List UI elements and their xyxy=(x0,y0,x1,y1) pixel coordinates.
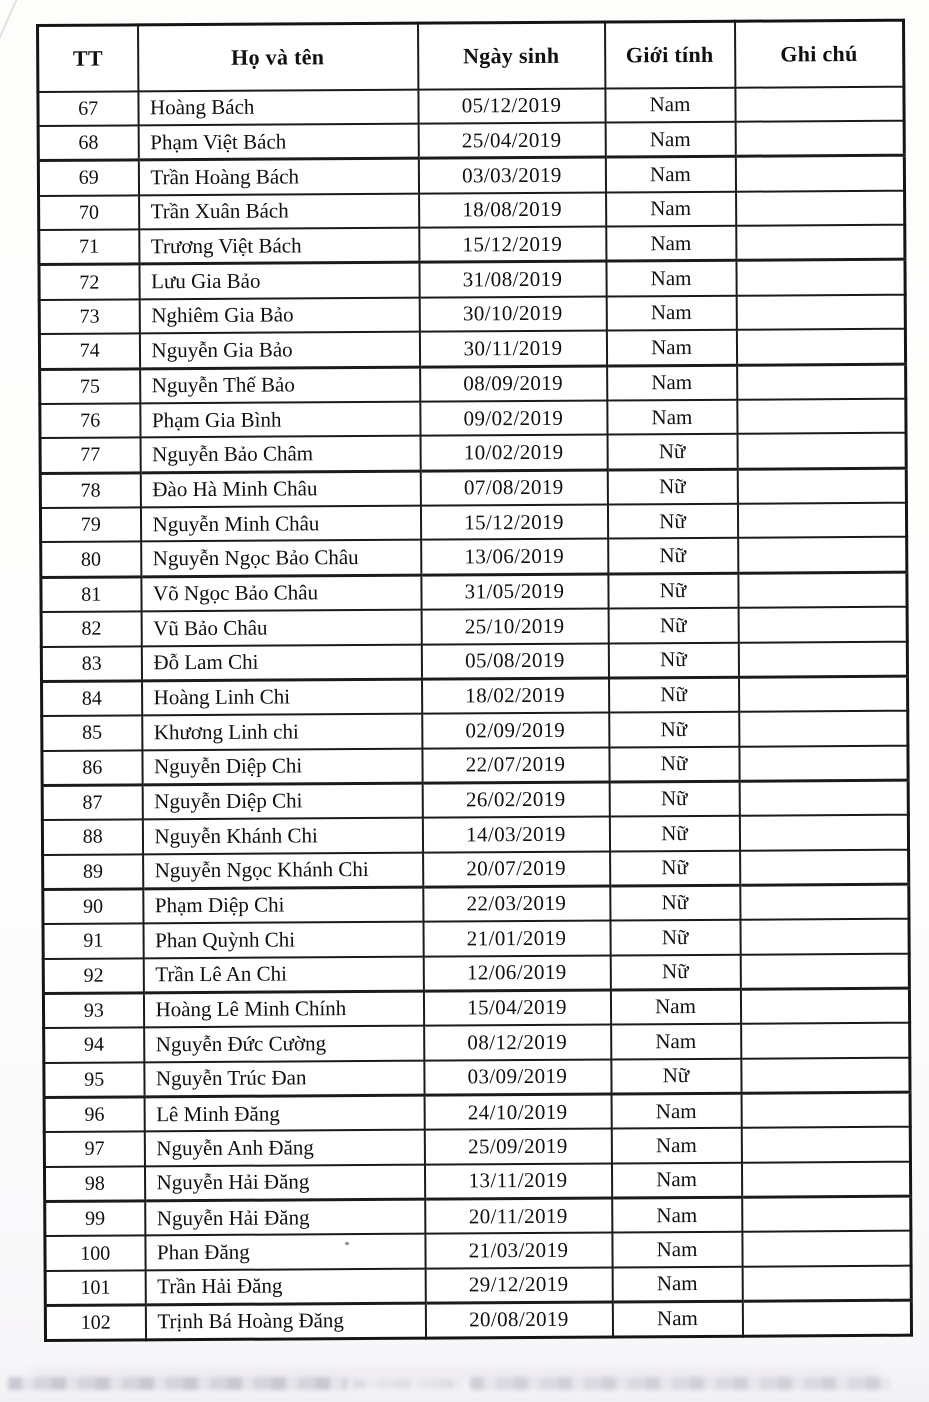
cell-note xyxy=(736,294,905,330)
cell-row-number: 92 xyxy=(43,958,143,993)
cell-gender: Nữ xyxy=(607,469,737,504)
cell-date-of-birth: 30/11/2019 xyxy=(419,331,606,367)
cell-date-of-birth: 18/08/2019 xyxy=(419,192,606,228)
table-row xyxy=(38,156,904,196)
cell-row-number: 94 xyxy=(44,1027,144,1062)
table-row xyxy=(41,572,907,612)
cell-note xyxy=(739,815,908,851)
cell-full-name: Nguyễn Hải Đăng xyxy=(144,1164,424,1200)
table-body xyxy=(38,86,912,1340)
cell-note xyxy=(736,329,905,365)
table-row xyxy=(44,1023,910,1063)
cell-note xyxy=(737,433,906,469)
table-row xyxy=(45,1196,911,1236)
page-corner-crease-artifact xyxy=(0,0,20,48)
cell-full-name: Đào Hà Minh Châu xyxy=(140,471,420,507)
cell-full-name: Lưu Gia Bảo xyxy=(139,263,419,299)
cell-gender: Nam xyxy=(611,1093,741,1128)
cell-date-of-birth: 14/03/2019 xyxy=(422,816,609,852)
table-row xyxy=(43,919,909,959)
cell-full-name: Nguyễn Minh Châu xyxy=(140,505,420,541)
cell-note xyxy=(737,364,906,400)
cell-full-name: Phạm Diệp Chi xyxy=(143,887,423,923)
cell-gender: Nam xyxy=(605,157,735,192)
cell-note xyxy=(737,398,906,434)
cell-note xyxy=(739,780,908,816)
cell-note xyxy=(741,1161,910,1197)
cell-note xyxy=(742,1300,911,1336)
cell-row-number: 67 xyxy=(38,91,138,126)
cell-gender: Nữ xyxy=(610,850,740,885)
cell-full-name: Nguyễn Thế Bảo xyxy=(140,367,420,403)
scan-bleedthrough-band xyxy=(0,1366,929,1398)
cell-note xyxy=(739,676,908,712)
bleedthrough-smudge-middle xyxy=(352,1379,462,1389)
student-roster-table xyxy=(36,19,913,1342)
cell-note xyxy=(742,1266,911,1302)
cell-gender: Nữ xyxy=(610,954,740,989)
cell-gender: Nam xyxy=(606,295,736,330)
cell-row-number: 77 xyxy=(40,438,140,473)
table-row xyxy=(44,1127,910,1167)
table-row xyxy=(43,884,909,924)
table-row xyxy=(40,502,906,542)
table-row xyxy=(42,711,908,751)
cell-date-of-birth: 20/07/2019 xyxy=(423,851,610,887)
cell-date-of-birth: 25/04/2019 xyxy=(418,123,605,159)
cell-gender: Nữ xyxy=(609,712,739,747)
cell-row-number: 90 xyxy=(43,889,143,924)
table-row xyxy=(44,1092,910,1132)
table-row xyxy=(40,433,906,473)
cell-note xyxy=(735,121,904,157)
cell-full-name: Lê Minh Đăng xyxy=(144,1095,424,1131)
cell-full-name: Phạm Gia Bình xyxy=(140,401,420,437)
cell-row-number: 95 xyxy=(44,1062,144,1097)
cell-note xyxy=(736,190,905,226)
cell-full-name: Nghiêm Gia Bảo xyxy=(139,297,419,333)
column-header-tt: TT xyxy=(38,25,138,92)
cell-gender: Nam xyxy=(606,261,736,296)
cell-row-number: 71 xyxy=(39,230,139,265)
cell-gender: Nam xyxy=(606,330,736,365)
cell-date-of-birth: 29/12/2019 xyxy=(425,1267,612,1303)
cell-note xyxy=(736,260,905,296)
cell-note xyxy=(735,156,904,192)
ink-speckle-artifact xyxy=(345,1242,349,1245)
cell-row-number: 96 xyxy=(44,1097,144,1132)
cell-gender: Nữ xyxy=(609,746,739,781)
cell-gender: Nữ xyxy=(609,781,739,816)
column-header-note: Ghi chú xyxy=(734,20,903,87)
table-row xyxy=(41,537,907,577)
table-row xyxy=(42,676,908,716)
cell-date-of-birth: 02/09/2019 xyxy=(422,712,609,748)
cell-row-number: 91 xyxy=(43,923,143,958)
cell-full-name: Trương Việt Bách xyxy=(139,228,419,264)
cell-date-of-birth: 07/08/2019 xyxy=(420,470,607,506)
cell-date-of-birth: 08/09/2019 xyxy=(420,366,607,402)
cell-row-number: 102 xyxy=(45,1305,145,1340)
table-row xyxy=(40,398,906,438)
cell-note xyxy=(740,953,909,989)
cell-full-name: Khương Linh chi xyxy=(142,714,422,750)
cell-row-number: 70 xyxy=(39,195,139,230)
cell-note xyxy=(739,711,908,747)
cell-note xyxy=(741,1127,910,1163)
table-row xyxy=(45,1266,911,1306)
cell-full-name: Trần Xuân Bách xyxy=(139,193,419,229)
cell-note xyxy=(739,745,908,781)
cell-full-name: Nguyễn Ngọc Bảo Châu xyxy=(141,540,421,576)
cell-note xyxy=(738,537,907,573)
cell-gender: Nam xyxy=(611,1163,741,1198)
cell-gender: Nữ xyxy=(608,573,738,608)
table-row xyxy=(42,780,908,820)
cell-note xyxy=(738,607,907,643)
cell-row-number: 87 xyxy=(42,785,142,820)
cell-full-name: Trần Lê An Chi xyxy=(143,956,423,992)
cell-row-number: 85 xyxy=(42,715,142,750)
cell-full-name: Nguyễn Hải Đăng xyxy=(145,1199,425,1235)
cell-full-name: Phạm Việt Bách xyxy=(138,124,418,160)
cell-date-of-birth: 03/09/2019 xyxy=(424,1059,611,1095)
cell-row-number: 88 xyxy=(42,819,142,854)
cell-row-number: 93 xyxy=(43,993,143,1028)
cell-gender: Nữ xyxy=(608,538,738,573)
table-row xyxy=(45,1231,911,1271)
cell-gender: Nam xyxy=(612,1301,742,1336)
cell-full-name: Nguyễn Diệp Chi xyxy=(142,748,422,784)
table-row xyxy=(39,329,905,369)
cell-row-number: 97 xyxy=(44,1131,144,1166)
cell-full-name: Nguyễn Trúc Đan xyxy=(144,1060,424,1096)
table-row xyxy=(38,121,904,161)
cell-full-name: Hoàng Linh Chi xyxy=(142,679,422,715)
table-row xyxy=(39,225,905,265)
cell-note xyxy=(742,1231,911,1267)
cell-gender: Nữ xyxy=(608,608,738,643)
cell-gender: Nam xyxy=(607,365,737,400)
cell-date-of-birth: 20/11/2019 xyxy=(425,1198,612,1234)
cell-full-name: Vũ Bảo Châu xyxy=(141,609,421,645)
cell-date-of-birth: 05/12/2019 xyxy=(418,88,605,124)
cell-gender: Nữ xyxy=(607,434,737,469)
cell-date-of-birth: 22/07/2019 xyxy=(422,747,609,783)
cell-note xyxy=(738,641,907,677)
cell-row-number: 100 xyxy=(45,1236,145,1271)
cell-note xyxy=(740,884,909,920)
cell-note xyxy=(737,468,906,504)
cell-row-number: 82 xyxy=(41,611,141,646)
cell-full-name: Hoàng Bách xyxy=(138,89,418,125)
cell-gender: Nam xyxy=(606,191,736,226)
cell-full-name: Nguyễn Khánh Chi xyxy=(142,818,422,854)
cell-row-number: 78 xyxy=(40,472,140,507)
cell-date-of-birth: 26/02/2019 xyxy=(422,782,609,818)
cell-full-name: Nguyễn Diệp Chi xyxy=(142,783,422,819)
cell-row-number: 83 xyxy=(41,646,141,681)
table-row xyxy=(45,1300,911,1340)
cell-note xyxy=(741,1057,910,1093)
table-row xyxy=(39,260,905,300)
cell-date-of-birth: 21/01/2019 xyxy=(423,921,610,957)
cell-gender: Nữ xyxy=(609,677,739,712)
cell-date-of-birth: 15/12/2019 xyxy=(420,504,607,540)
cell-date-of-birth: 13/06/2019 xyxy=(421,539,608,575)
cell-gender: Nữ xyxy=(610,885,740,920)
cell-date-of-birth: 30/10/2019 xyxy=(419,296,606,332)
cell-note xyxy=(736,225,905,261)
cell-row-number: 81 xyxy=(41,576,141,611)
cell-date-of-birth: 10/02/2019 xyxy=(420,435,607,471)
cell-gender: Nam xyxy=(612,1267,742,1302)
cell-row-number: 79 xyxy=(40,507,140,542)
table-row xyxy=(39,294,905,334)
cell-full-name: Phan Đăng xyxy=(145,1234,425,1270)
cell-gender: Nam xyxy=(612,1197,742,1232)
cell-note xyxy=(740,988,909,1024)
table-row xyxy=(39,190,905,230)
cell-date-of-birth: 25/09/2019 xyxy=(424,1129,611,1165)
table-row xyxy=(44,1057,910,1097)
table-row xyxy=(43,953,909,993)
cell-gender: Nam xyxy=(606,226,736,261)
cell-full-name: Trần Hoàng Bách xyxy=(138,159,418,195)
cell-full-name: Đỗ Lam Chi xyxy=(141,644,421,680)
cell-row-number: 69 xyxy=(38,160,138,195)
cell-full-name: Trần Hải Đăng xyxy=(145,1269,425,1305)
cell-row-number: 84 xyxy=(42,681,142,716)
cell-note xyxy=(741,1023,910,1059)
cell-gender: Nữ xyxy=(608,642,738,677)
cell-row-number: 73 xyxy=(39,299,139,334)
cell-gender: Nữ xyxy=(611,1058,741,1093)
cell-date-of-birth: 31/05/2019 xyxy=(421,574,608,610)
cell-note xyxy=(741,1092,910,1128)
cell-date-of-birth: 31/08/2019 xyxy=(419,261,606,297)
cell-date-of-birth: 25/10/2019 xyxy=(421,608,608,644)
bleedthrough-smudge-left xyxy=(8,1377,348,1390)
cell-row-number: 98 xyxy=(44,1166,144,1201)
cell-row-number: 86 xyxy=(42,750,142,785)
cell-full-name: Nguyễn Bảo Châm xyxy=(140,436,420,472)
column-header-dob: Ngày sinh xyxy=(418,22,605,89)
cell-note xyxy=(740,919,909,955)
cell-full-name: Nguyễn Gia Bảo xyxy=(139,332,419,368)
cell-note xyxy=(738,572,907,608)
cell-row-number: 89 xyxy=(43,854,143,889)
cell-row-number: 72 xyxy=(39,264,139,299)
cell-gender: Nam xyxy=(612,1232,742,1267)
bleedthrough-smudge-right xyxy=(470,1377,890,1390)
cell-date-of-birth: 20/08/2019 xyxy=(425,1302,612,1338)
cell-date-of-birth: 08/12/2019 xyxy=(424,1025,611,1061)
cell-gender: Nữ xyxy=(609,816,739,851)
cell-gender: Nữ xyxy=(610,920,740,955)
cell-gender: Nam xyxy=(605,122,735,157)
cell-row-number: 101 xyxy=(45,1270,145,1305)
table-row xyxy=(41,641,907,681)
table-header-row xyxy=(38,20,904,91)
cell-date-of-birth: 21/03/2019 xyxy=(425,1233,612,1269)
cell-full-name: Nguyễn Đức Cường xyxy=(144,1026,424,1062)
column-header-gender: Giới tính xyxy=(604,21,734,88)
cell-row-number: 74 xyxy=(39,334,139,369)
column-header-name: Họ và tên xyxy=(138,23,418,91)
cell-date-of-birth: 18/02/2019 xyxy=(422,678,609,714)
cell-row-number: 80 xyxy=(41,542,141,577)
cell-full-name: Nguyễn Ngọc Khánh Chi xyxy=(143,852,423,888)
cell-note xyxy=(740,849,909,885)
cell-date-of-birth: 15/04/2019 xyxy=(423,990,610,1026)
cell-note xyxy=(735,86,904,122)
cell-date-of-birth: 22/03/2019 xyxy=(423,886,610,922)
cell-gender: Nữ xyxy=(607,503,737,538)
cell-row-number: 99 xyxy=(45,1201,145,1236)
cell-date-of-birth: 15/12/2019 xyxy=(419,227,606,263)
cell-full-name: Võ Ngọc Bảo Châu xyxy=(141,575,421,611)
cell-gender: Nam xyxy=(607,399,737,434)
table-row xyxy=(38,86,904,126)
cell-row-number: 75 xyxy=(40,368,140,403)
cell-gender: Nam xyxy=(605,87,735,122)
table-row xyxy=(43,988,909,1028)
cell-note xyxy=(742,1196,911,1232)
cell-full-name: Phan Quỳnh Chi xyxy=(143,922,423,958)
cell-gender: Nam xyxy=(611,1128,741,1163)
cell-note xyxy=(737,502,906,538)
cell-row-number: 68 xyxy=(38,126,138,161)
cell-date-of-birth: 12/06/2019 xyxy=(423,955,610,991)
cell-full-name: Hoàng Lê Minh Chính xyxy=(143,991,423,1027)
cell-date-of-birth: 05/08/2019 xyxy=(421,643,608,679)
table-row xyxy=(41,607,907,647)
cell-date-of-birth: 13/11/2019 xyxy=(424,1163,611,1199)
table-row xyxy=(40,364,906,404)
table-row xyxy=(44,1161,910,1201)
cell-full-name: Trịnh Bá Hoàng Đăng xyxy=(145,1303,425,1339)
cell-row-number: 76 xyxy=(40,403,140,438)
table-row xyxy=(43,849,909,889)
cell-date-of-birth: 09/02/2019 xyxy=(420,400,607,436)
table-row xyxy=(42,815,908,855)
cell-date-of-birth: 03/03/2019 xyxy=(418,157,605,193)
cell-full-name: Nguyễn Anh Đăng xyxy=(144,1130,424,1166)
cell-gender: Nam xyxy=(611,1024,741,1059)
cell-date-of-birth: 24/10/2019 xyxy=(424,1094,611,1130)
table-row xyxy=(40,468,906,508)
cell-gender: Nam xyxy=(610,989,740,1024)
table-row xyxy=(42,745,908,785)
